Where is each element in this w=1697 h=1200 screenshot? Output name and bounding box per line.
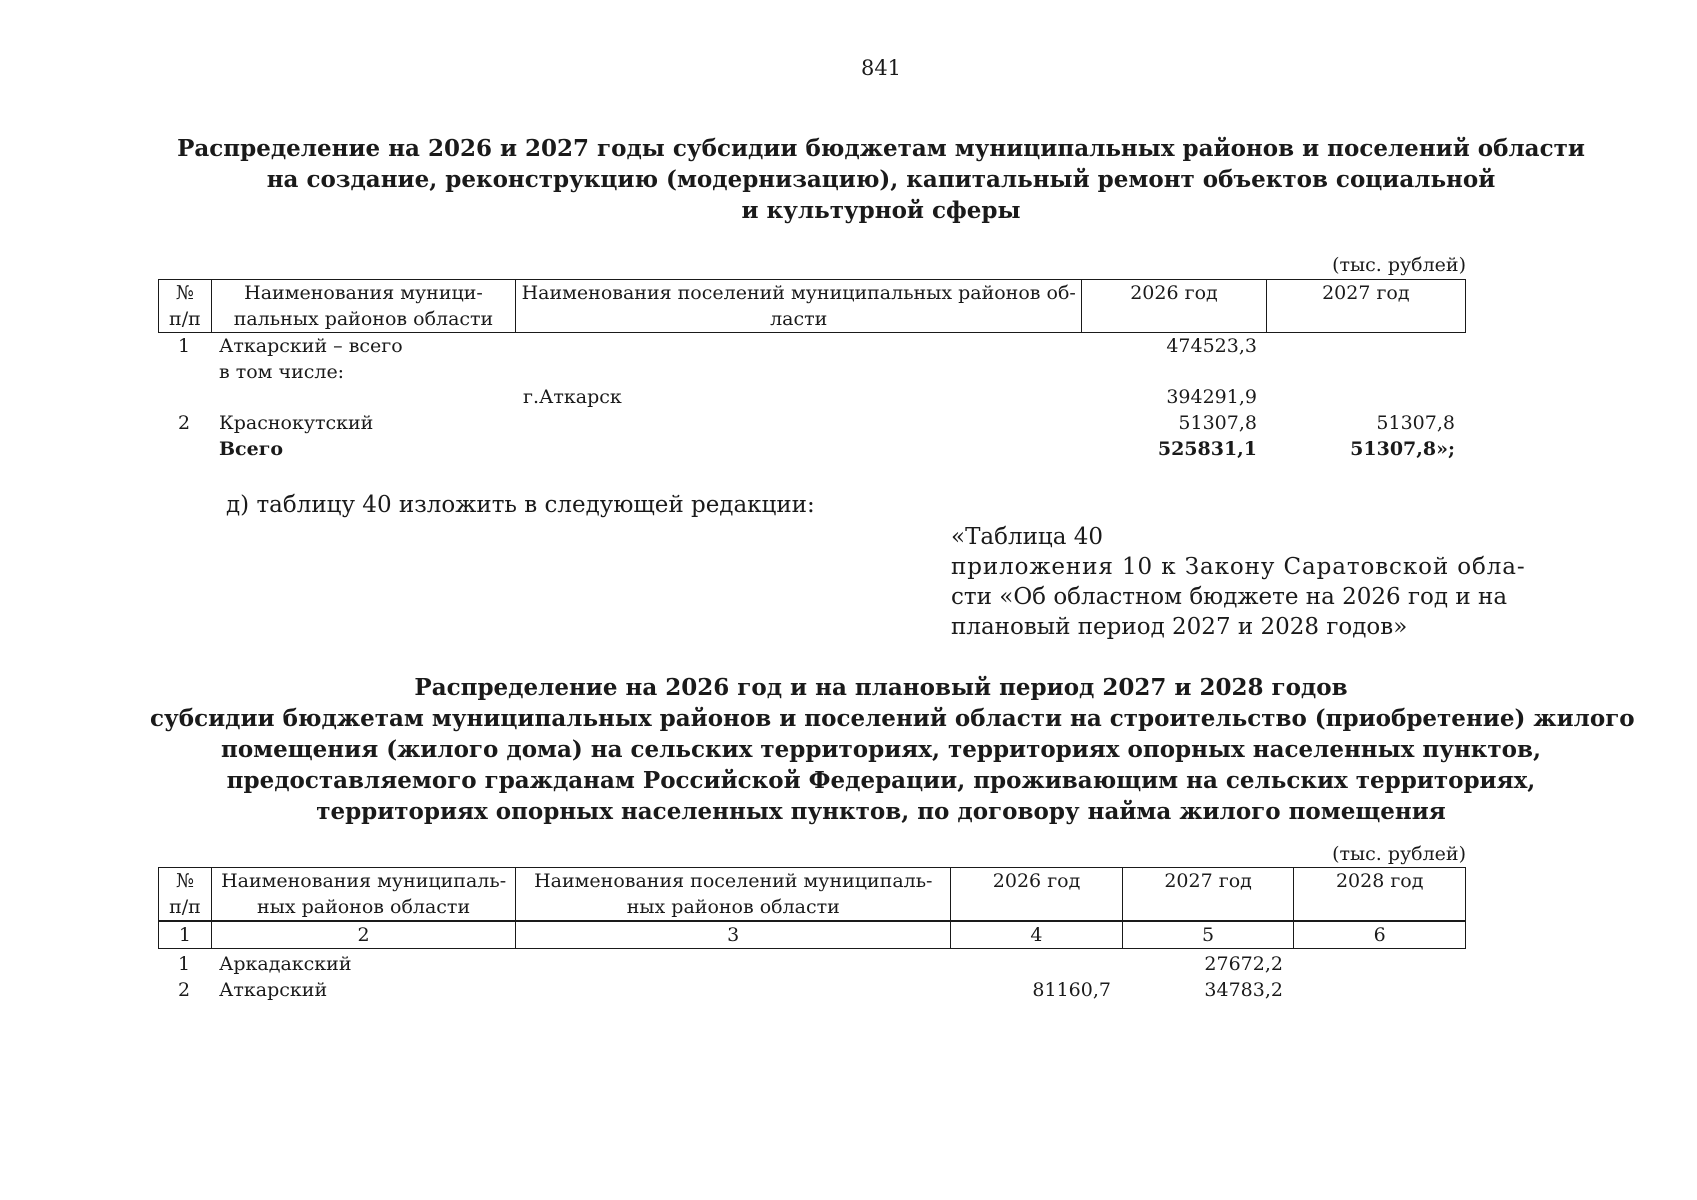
header-num: № п/п [159, 280, 212, 333]
row-district: в том числе: [219, 361, 345, 383]
row-num: 1 [177, 335, 191, 357]
column-number: 5 [1122, 922, 1294, 949]
header-2027: 2027 год [1266, 280, 1465, 333]
title-line: Распределение на 2026 и 2027 годы субсидии бюджетам муниципальных районов и поселений области [177, 135, 1585, 162]
header-settlement: Наименования поселений муниципаль- ных районов области [516, 868, 951, 921]
column-number: 4 [951, 922, 1123, 949]
row-num: 1 [177, 953, 191, 975]
column-number: 2 [211, 922, 515, 949]
row-2027: 51307,8 [1376, 412, 1455, 434]
title-line: субсидии бюджетам муниципальных районов и поселений области на строительство (приобретение) жилого [150, 705, 1635, 732]
units-label: (тыс. рублей) [1332, 254, 1466, 276]
header-2026: 2026 год [951, 868, 1123, 921]
total-2026: 525831,1 [1157, 438, 1257, 460]
title-line: территориях опорных населенных пунктов, по договору найма жилого помещения [316, 798, 1446, 825]
header-district: Наименования муниципаль- ных районов области [211, 868, 515, 921]
note-line: плановый период 2027 и 2028 годов» [951, 614, 1408, 640]
note-line: сти «Об областном бюджете на 2026 год и на [951, 584, 1508, 610]
title-line: на создание, реконструкцию (модернизацию), капитальный ремонт объектов социальной [266, 166, 1496, 193]
total-2027: 51307,8»; [1350, 438, 1455, 460]
table39-header [158, 279, 1466, 333]
table40-column-numbers [158, 921, 1466, 949]
row-2027: 27672,2 [1204, 953, 1283, 975]
row-2026: 474523,3 [1166, 335, 1257, 357]
note-line: «Таблица 40 [951, 524, 1103, 550]
column-number: 1 [159, 922, 212, 949]
column-number: 3 [516, 922, 951, 949]
title-line: предоставляемого гражданам Российской Федерации, проживающим на сельских территориях, [226, 767, 1536, 794]
row-2026: 51307,8 [1178, 412, 1257, 434]
total-label: Всего [219, 438, 284, 460]
row-district: Аткарский [219, 979, 328, 1001]
column-number: 6 [1294, 922, 1466, 949]
units-label: (тыс. рублей) [1332, 843, 1466, 865]
row-2026: 81160,7 [1032, 979, 1111, 1001]
note-line: приложения 10 к Закону Саратовской обла- [951, 554, 1526, 580]
header-2027: 2027 год [1122, 868, 1294, 921]
title-line: помещения (жилого дома) на сельских территориях, территориях опорных населенных пунктов, [221, 736, 1541, 763]
table40-note [951, 522, 1526, 642]
header-num: № п/п [159, 868, 212, 921]
title-line: и культурной сферы [741, 197, 1021, 224]
table40-title [150, 672, 1635, 827]
row-district: Аркадакский [219, 953, 352, 975]
header-2028: 2028 год [1294, 868, 1466, 921]
title-line: Распределение на 2026 год и на плановый период 2027 и 2028 годов [414, 674, 1348, 701]
row-settlement: г.Аткарск [523, 386, 622, 408]
header-settlement: Наименования поселений муниципальных районов об- ласти [516, 280, 1082, 333]
table39-title [150, 133, 1612, 226]
table40-header [158, 867, 1466, 921]
header-2026: 2026 год [1082, 280, 1266, 333]
row-num: 2 [177, 412, 191, 434]
row-district: Аткарский – всего [219, 335, 403, 357]
header-district: Наименования муници- пальных районов области [211, 280, 515, 333]
page-number: 841 [860, 56, 902, 80]
row-2026: 394291,9 [1166, 386, 1257, 408]
row-district: Краснокутский [219, 412, 374, 434]
row-num: 2 [177, 979, 191, 1001]
amendment-paragraph: д) таблицу 40 изложить в следующей редакции: [226, 492, 815, 518]
row-2027: 34783,2 [1204, 979, 1283, 1001]
